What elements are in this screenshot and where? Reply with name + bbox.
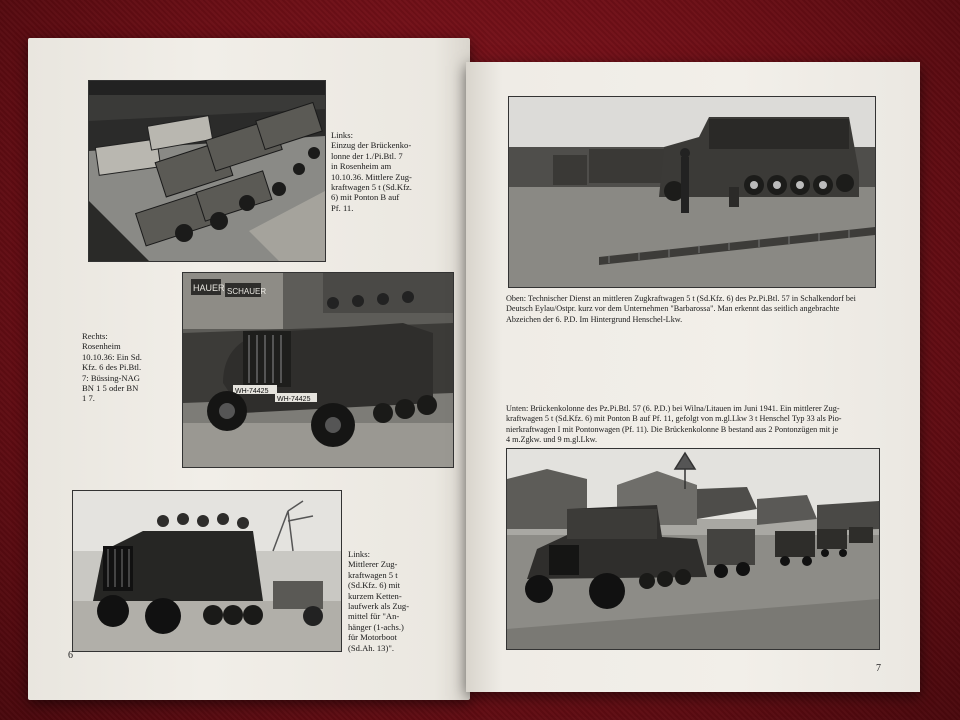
caption-line: (Sd.Ah. 13)". bbox=[348, 642, 394, 653]
caption-line: Einzug der Brückenko- bbox=[331, 140, 412, 151]
caption-line: kraftwagen 5 t bbox=[348, 569, 398, 580]
caption-line: 1 7. bbox=[82, 393, 95, 404]
caption-line: Kfz. 6 des Pi.Btl. bbox=[82, 362, 142, 373]
caption-photo-5 bbox=[506, 404, 910, 446]
shop-sign-1: HAUER bbox=[193, 283, 225, 293]
caption-line: Links: bbox=[331, 130, 353, 140]
caption-line: Mittlerer Zug- bbox=[348, 559, 398, 570]
caption-line: 7: Büssing-NAG bbox=[82, 372, 141, 383]
caption-line: in Rosenheim am bbox=[331, 161, 392, 172]
right-page bbox=[466, 62, 920, 692]
caption-line: Deutsch Eylau/Ostpr. kurz vor dem Unternehmen "Barbarossa". Man erkennt das seitlich angebrachte bbox=[506, 304, 840, 314]
photo-bridge-column-wilna bbox=[506, 448, 880, 650]
caption-photo-1 bbox=[331, 130, 441, 213]
shop-sign-2: SCHAUER bbox=[227, 287, 267, 296]
caption-line: BN 1 5 oder BN bbox=[82, 383, 139, 394]
caption-line: Rechts: bbox=[82, 331, 108, 341]
caption-line: kurzem Ketten- bbox=[348, 590, 402, 601]
caption-line: 10.10.36. Mittlere Zug- bbox=[331, 171, 412, 182]
caption-line: hänger (1-achs.) bbox=[348, 621, 404, 632]
plate-1: WH-74425 bbox=[235, 388, 269, 395]
caption-line: 6) mit Ponton B auf bbox=[331, 192, 400, 203]
caption-line: kraftwagen 5 t (Sd.Kfz. bbox=[331, 182, 412, 193]
caption-line: Oben: Technischer Dienst an mittleren Zugkraftwagen 5 t (Sd.Kfz. 6) des Pz.Pi.Btl. 57 in Schalkendorf bei bbox=[506, 294, 856, 303]
plate-2: WH-74425 bbox=[277, 396, 311, 403]
photo-halftrack-crew bbox=[72, 490, 342, 652]
caption-photo-4 bbox=[506, 294, 906, 325]
caption-line: laufwerk als Zug- bbox=[348, 601, 410, 612]
caption-line: mittel für "An- bbox=[348, 611, 400, 622]
caption-line: lonne der 1./Pi.Btl. 7 bbox=[331, 150, 403, 161]
page-number-left: 6 bbox=[68, 650, 73, 661]
caption-line: Links: bbox=[348, 549, 370, 559]
caption-line: nierkraftwagen I mit Pontonwagen (Pf. 11). Die Brückenkolonne B bestand aus 2 Pontonzügen mit je bbox=[506, 424, 839, 434]
photo-bridge-column-parade bbox=[88, 80, 326, 262]
caption-line: kraftwagen 5 t (Sd.Kfz. 6) mit Ponton B auf Pf. 11, gefolgt von m.gl.Lkw 3 t Henschel Typ 33 als Pio- bbox=[506, 414, 842, 424]
caption-photo-3 bbox=[348, 549, 448, 653]
caption-line: Rosenheim bbox=[82, 341, 121, 352]
caption-line: Abzeichen der 6. P.D. Im Hintergrund Henschel-Lkw. bbox=[506, 314, 683, 324]
caption-line: 10.10.36: Ein Sd. bbox=[82, 351, 142, 362]
photo-technical-service bbox=[508, 96, 876, 288]
caption-line: (Sd.Kfz. 6) mit bbox=[348, 580, 401, 591]
photo-halftrack-street bbox=[182, 272, 454, 468]
caption-line: 4 m.Zgkw. und 9 m.gl.Lkw. bbox=[506, 435, 598, 445]
page-number-right: 7 bbox=[876, 663, 881, 674]
caption-photo-2 bbox=[82, 331, 162, 404]
caption-line: Unten: Brückenkolonne des Pz.Pi.Btl. 57 (6. P.D.) bei Wilna/Litauen im Juni 1941. Ein mittlerer Zug- bbox=[506, 404, 840, 413]
caption-line: Pf. 11. bbox=[331, 202, 354, 213]
left-page bbox=[28, 38, 470, 700]
caption-line: für Motorboot bbox=[348, 632, 397, 643]
